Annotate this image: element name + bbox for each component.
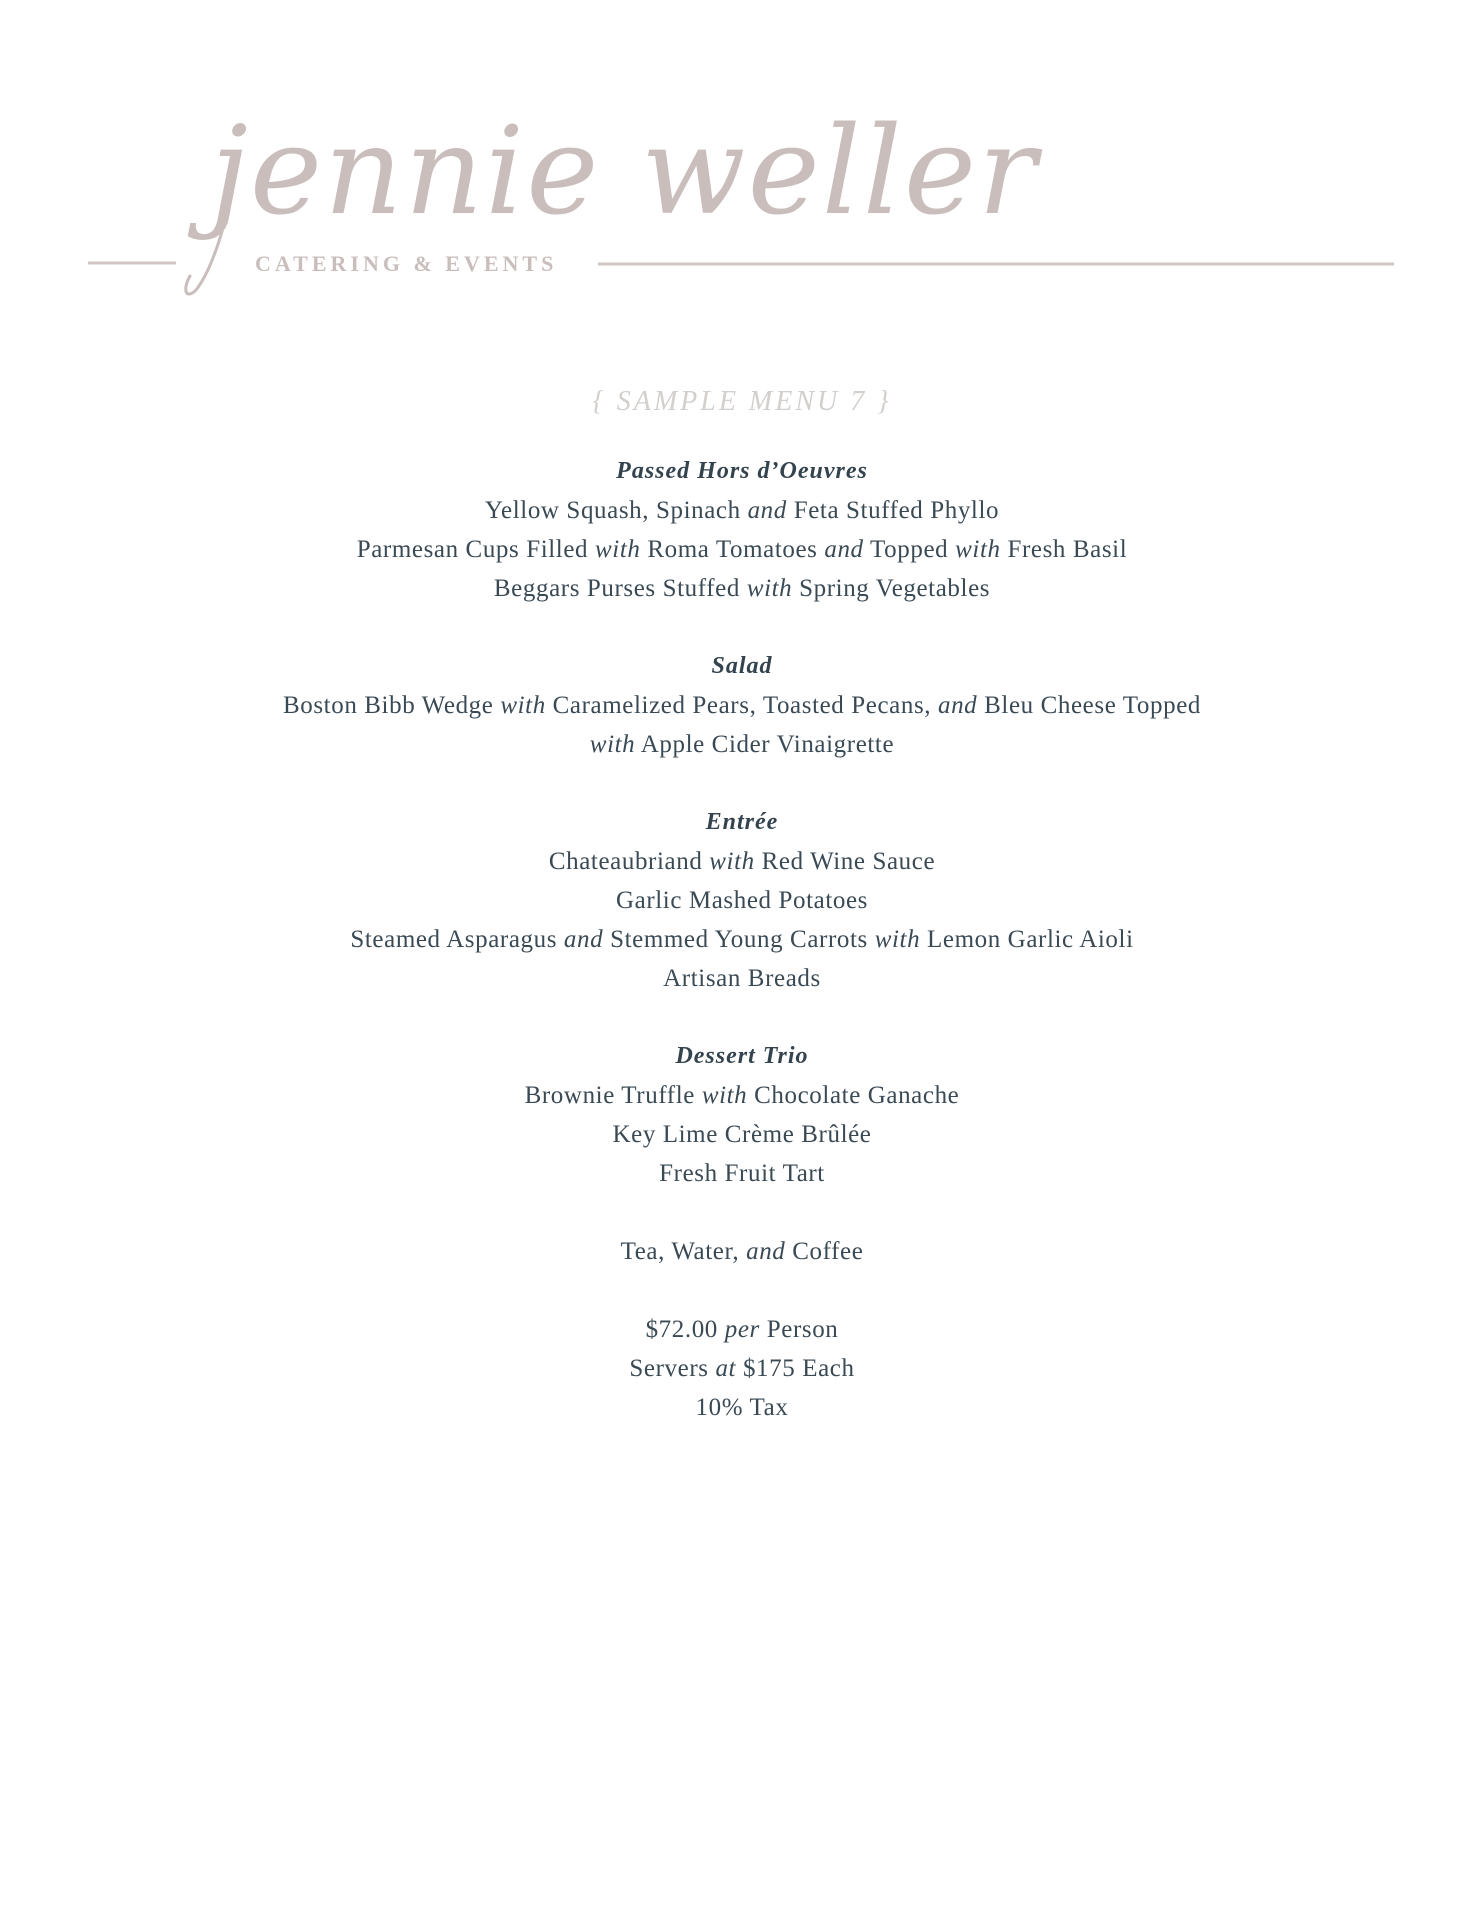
menu-item-connector: with: [589, 731, 636, 758]
menu-item-text: $72.00: [645, 1316, 725, 1343]
menu-item-text: Person: [759, 1316, 839, 1343]
menu-item-connector: and: [824, 536, 864, 563]
menu-item-connector: with: [701, 1082, 748, 1109]
menu-item: [0, 1310, 1484, 1349]
menu-item-connector: per: [724, 1316, 760, 1343]
menu-item-text: Brownie Truffle: [524, 1082, 702, 1109]
menu-item-text: $175 Each: [736, 1355, 855, 1382]
menu-item-text: Coffee: [785, 1238, 864, 1265]
menu-item: [0, 959, 1484, 998]
menu-item-text: Feta Stuffed Phyllo: [786, 497, 1000, 524]
menu-item-text: Lemon Garlic Aioli: [920, 926, 1134, 953]
menu-item-connector: with: [874, 926, 921, 953]
menu-item: [0, 1349, 1484, 1388]
brand-logo: [0, 0, 1484, 320]
menu-item-connector: and: [747, 497, 787, 524]
menu-item-connector: with: [500, 692, 546, 719]
section-title: Salad: [711, 653, 773, 679]
menu-item-text: Steamed Asparagus: [350, 926, 564, 953]
menu-item-text: Chateaubriand: [548, 848, 710, 875]
menu-item-text: Beggars Purses Stuffed: [493, 575, 747, 602]
menu-item-text: 10% Tax: [695, 1394, 789, 1421]
menu-section: [0, 1310, 1484, 1427]
menu-item-connector: and: [937, 692, 978, 719]
menu-section: [0, 1037, 1484, 1193]
section-title: Passed Hors d’Oeuvres: [616, 458, 868, 484]
menu-item: [0, 842, 1484, 881]
menu-section: [0, 1232, 1484, 1271]
menu-item-text: Roma Tomatoes: [640, 536, 825, 563]
menu-item-text: Stemmed Young Carrots: [603, 926, 875, 953]
menu-item: [0, 1115, 1484, 1154]
menu-item-connector: with: [709, 848, 755, 875]
brand-tagline: CATERING & EVENTS: [255, 251, 558, 276]
section-title: Entrée: [705, 809, 779, 835]
menu-item-text: Topped: [863, 536, 956, 563]
menu-item-connector: with: [595, 536, 641, 563]
menu-item-text: Chocolate Ganache: [747, 1082, 960, 1109]
menu-item-text: Parmesan Cups Filled: [356, 536, 596, 563]
menu-item: [0, 569, 1484, 608]
menu-content: [0, 385, 1484, 1466]
menu-item-text: Spring Vegetables: [792, 575, 991, 602]
menu-item-text: Bleu Cheese Topped: [977, 692, 1202, 719]
menu-section: [0, 647, 1484, 764]
menu-item-text: Boston Bibb Wedge: [282, 692, 501, 719]
menu-item-connector: and: [746, 1238, 786, 1265]
menu-item: [0, 1388, 1484, 1427]
menu-item-connector: at: [715, 1355, 737, 1382]
menu-item-text: Fresh Basil: [1000, 536, 1128, 563]
menu-item-text: Red Wine Sauce: [754, 848, 936, 875]
menu-label: { SAMPLE MENU 7 }: [592, 386, 892, 417]
menu-item-connector: with: [955, 536, 1001, 563]
menu-item: [0, 1232, 1484, 1271]
menu-item: [0, 491, 1484, 530]
menu-item-text: Servers: [629, 1355, 716, 1382]
menu-item: [0, 881, 1484, 920]
menu-item: [0, 1154, 1484, 1193]
menu-item-connector: and: [563, 926, 604, 953]
menu-item-text: Garlic Mashed Potatoes: [615, 887, 869, 914]
menu-item-text: Yellow Squash, Spinach: [484, 497, 748, 524]
menu-item-text: Key Lime Crème Brûlée: [612, 1121, 872, 1148]
menu-item: [0, 686, 1484, 725]
menu-item: [0, 530, 1484, 569]
menu-item-text: Caramelized Pears, Toasted Pecans,: [545, 692, 938, 719]
menu-item: [0, 920, 1484, 959]
menu-section: [0, 452, 1484, 608]
menu-item: [0, 1076, 1484, 1115]
menu-item-connector: with: [746, 575, 793, 602]
menu-sections: [0, 452, 1484, 1427]
section-title: Dessert Trio: [675, 1043, 809, 1069]
menu-section: [0, 803, 1484, 998]
menu-item-text: Artisan Breads: [663, 965, 821, 992]
menu-item-text: Tea, Water,: [620, 1238, 747, 1265]
menu-item: [0, 725, 1484, 764]
menu-item-text: Apple Cider Vinaigrette: [635, 731, 895, 758]
menu-item-text: Fresh Fruit Tart: [659, 1160, 825, 1187]
brand-name: jennie weller: [210, 100, 1039, 242]
